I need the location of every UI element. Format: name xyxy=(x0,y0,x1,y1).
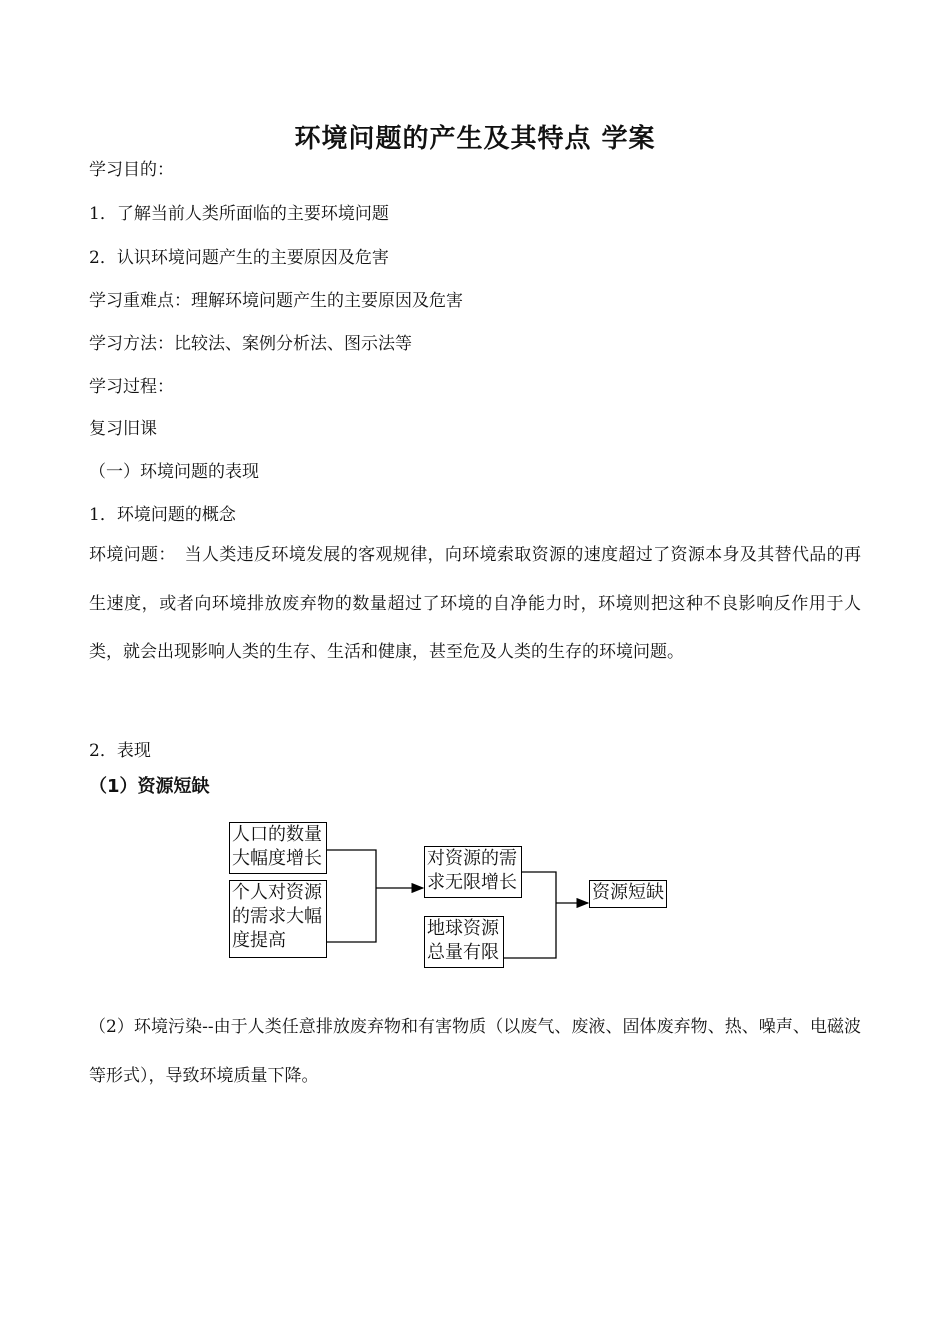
connector-population xyxy=(327,850,376,942)
key-points: 学习重难点：理解环境问题产生的主要原因及危害 xyxy=(89,291,463,311)
purpose-heading: 学习目的： xyxy=(89,160,174,180)
box-limited-line-2: 总量有限 xyxy=(427,942,499,963)
box-population-line-1: 人口的数量 xyxy=(232,824,322,845)
box-unlimited-demand xyxy=(424,846,522,898)
resource-shortage-heading: （1）资源短缺 xyxy=(89,776,210,797)
box-resource-shortage xyxy=(589,880,667,908)
concept-paragraph: 环境问题： 当人类违反环境发展的客观规律，向环境索取资源的速度超过了资源本身及其替代品的再生速度，或者向环境排放废弃物的数量超过了环境的自净能力时，环境则把这种不良影响反作用于人类，就会出现影响人类的生存、生活和健康，甚至危及人类的生存的环境问题。 xyxy=(89,545,861,662)
box-limited-line-1: 地球资源 xyxy=(427,918,499,939)
box-shortage-label: 资源短缺 xyxy=(592,882,664,903)
process-heading: 学习过程： xyxy=(89,377,174,397)
purpose-item-1: 1．了解当前人类所面临的主要环境问题 xyxy=(89,204,389,224)
box-individual-demand xyxy=(229,880,327,958)
section-1-heading: （一）环境问题的表现 xyxy=(89,462,259,482)
purpose-item-2: 2．认识环境问题产生的主要原因及危害 xyxy=(89,248,389,268)
box-limited-resources xyxy=(424,916,504,968)
box-demand-line-1: 对资源的需 xyxy=(427,848,517,869)
box-individual-line-1: 个人对资源 xyxy=(232,882,322,903)
box-population-growth xyxy=(229,822,327,874)
box-individual-line-3: 度提高 xyxy=(232,930,286,951)
box-demand-line-2: 求无限增长 xyxy=(427,872,517,893)
box-individual-line-2: 的需求大幅 xyxy=(232,906,322,927)
box-population-line-2: 大幅度增长 xyxy=(232,848,322,869)
page-title: 环境问题的产生及其特点 学案 xyxy=(294,124,656,154)
concept-heading: 1．环境问题的概念 xyxy=(89,505,236,525)
methods: 学习方法：比较法、案例分析法、图示法等 xyxy=(89,334,412,354)
pollution-paragraph: （2）环境污染--由于人类任意排放废弃物和有害物质（以废气、废液、固体废弃物、热、噪声、电磁波等形式），导致环境质量下降。 xyxy=(89,1017,861,1086)
review-heading: 复习旧课 xyxy=(89,419,157,439)
manifestation-heading: 2．表现 xyxy=(89,741,151,761)
